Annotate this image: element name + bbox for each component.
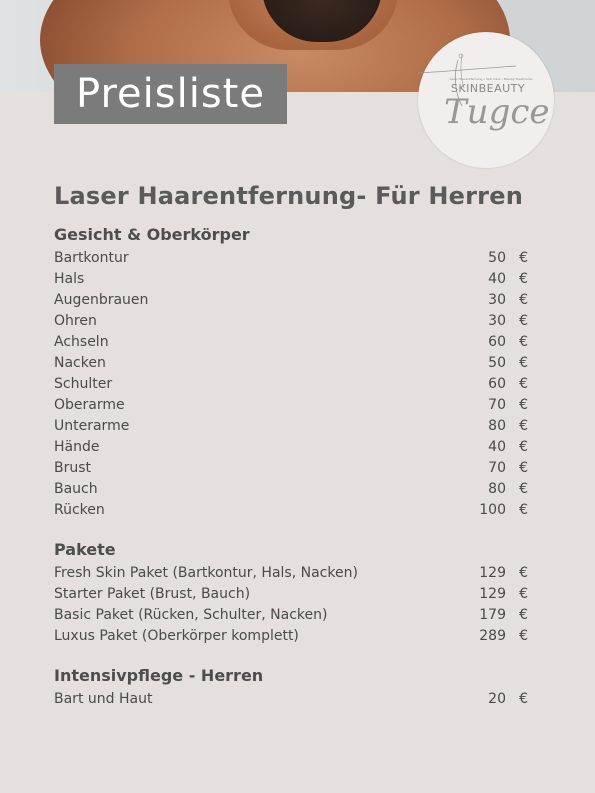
item-name: Basic Paket (Rücken, Schulter, Nacken)	[54, 607, 328, 623]
price-row	[54, 500, 528, 521]
item-name: Oberarme	[54, 397, 125, 413]
item-price: 50	[488, 250, 506, 266]
price-row	[54, 332, 528, 353]
item-name: Hände	[54, 439, 100, 455]
currency-symbol: €	[519, 439, 528, 455]
item-price: 20	[488, 691, 506, 707]
item-price: 80	[488, 481, 506, 497]
item-price: 289	[479, 628, 506, 644]
currency-symbol: €	[519, 502, 528, 518]
page-title: Preisliste	[54, 64, 287, 124]
item-name: Achseln	[54, 334, 109, 350]
item-name: Rücken	[54, 502, 105, 518]
price-row	[54, 458, 528, 479]
item-price: 129	[479, 565, 506, 581]
item-price: 80	[488, 418, 506, 434]
price-row	[54, 479, 528, 500]
item-price: 50	[488, 355, 506, 371]
item-price: 30	[488, 292, 506, 308]
item-price: 70	[488, 460, 506, 476]
item-name: Unterarme	[54, 418, 130, 434]
currency-symbol: €	[519, 355, 528, 371]
price-row	[54, 290, 528, 311]
item-name: Nacken	[54, 355, 106, 371]
item-price: 179	[479, 607, 506, 623]
currency-symbol: €	[519, 313, 528, 329]
currency-symbol: €	[519, 691, 528, 707]
currency-symbol: €	[519, 397, 528, 413]
item-price: 129	[479, 586, 506, 602]
price-row	[54, 353, 528, 374]
section-title: Gesicht & Oberkörper	[54, 225, 250, 244]
item-price: 40	[488, 439, 506, 455]
currency-symbol: €	[519, 292, 528, 308]
price-row	[54, 311, 528, 332]
item-name: Fresh Skin Paket (Bartkontur, Hals, Nacken)	[54, 565, 358, 581]
currency-symbol: €	[519, 586, 528, 602]
item-name: Augenbrauen	[54, 292, 149, 308]
section-title: Intensivpflege - Herren	[54, 666, 264, 685]
logo-name: Tugce	[444, 92, 550, 132]
price-row	[54, 416, 528, 437]
price-row	[54, 584, 528, 605]
item-name: Bartkontur	[54, 250, 129, 266]
item-price: 40	[488, 271, 506, 287]
item-name: Bart und Haut	[54, 691, 153, 707]
price-row	[54, 563, 528, 584]
currency-symbol: €	[519, 418, 528, 434]
currency-symbol: €	[519, 250, 528, 266]
currency-symbol: €	[519, 376, 528, 392]
item-name: Bauch	[54, 481, 98, 497]
price-row	[54, 374, 528, 395]
item-price: 100	[479, 502, 506, 518]
item-price: 30	[488, 313, 506, 329]
currency-symbol: €	[519, 565, 528, 581]
item-name: Schulter	[54, 376, 113, 392]
price-row	[54, 689, 528, 710]
currency-symbol: €	[519, 271, 528, 287]
price-row	[54, 605, 528, 626]
item-name: Brust	[54, 460, 92, 476]
item-price: 60	[488, 334, 506, 350]
price-row	[54, 437, 528, 458]
item-name: Starter Paket (Brust, Bauch)	[54, 586, 251, 602]
item-name: Luxus Paket (Oberkörper komplett)	[54, 628, 299, 644]
price-row	[54, 395, 528, 416]
logo-brand: SKINBEAUTY	[450, 82, 526, 95]
price-row	[54, 269, 528, 290]
price-row	[54, 248, 528, 269]
item-price: 60	[488, 376, 506, 392]
currency-symbol: €	[519, 628, 528, 644]
price-heading: Laser Haarentfernung- Für Herren	[54, 182, 523, 210]
logo-tagline: Laser Haarentfernung • Skin Care • Beauty Treatments	[449, 77, 533, 81]
brand-logo	[418, 32, 554, 168]
currency-symbol: €	[519, 481, 528, 497]
price-row	[54, 626, 528, 647]
item-price: 70	[488, 397, 506, 413]
section-title: Pakete	[54, 540, 116, 559]
currency-symbol: €	[519, 334, 528, 350]
currency-symbol: €	[519, 607, 528, 623]
item-name: Hals	[54, 271, 85, 287]
item-name: Ohren	[54, 313, 97, 329]
currency-symbol: €	[519, 460, 528, 476]
